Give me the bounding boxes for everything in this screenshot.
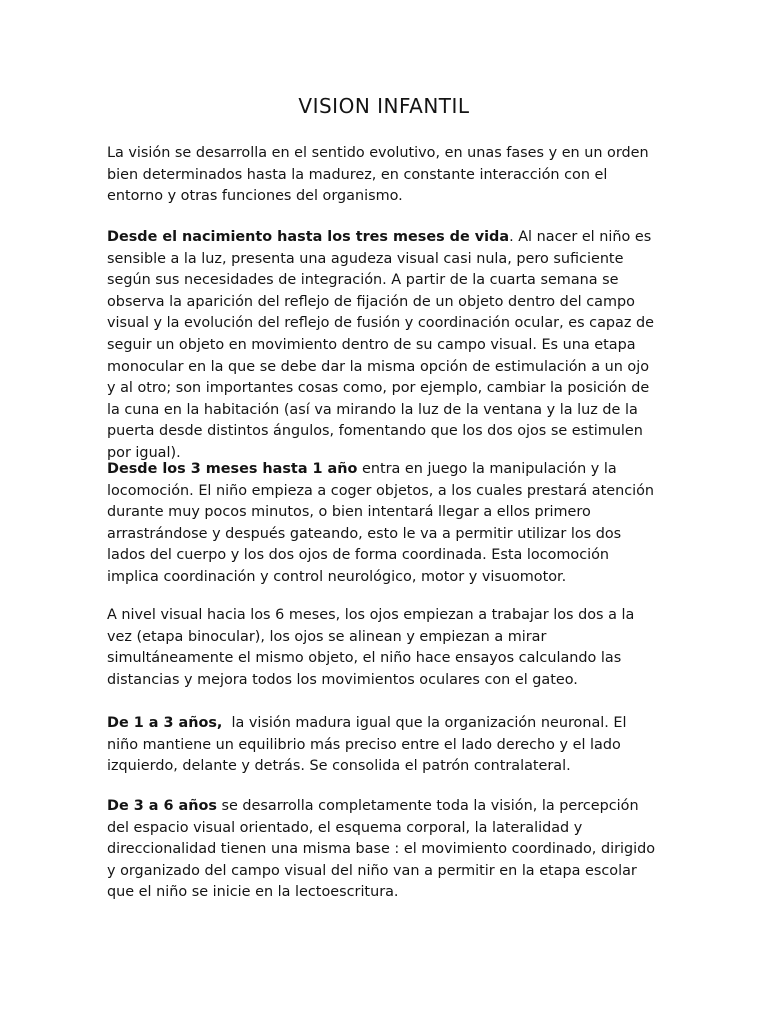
paragraph-three-to-six-years	[107, 796, 660, 904]
paragraph-one-to-three-years	[107, 713, 660, 778]
paragraph-text: La visión se desarrolla en el sentido evolutivo, en unas fases y en un orden bien determinados hasta la madurez, en constante interacción con el entorno y otras funciones del organismo.	[107, 145, 649, 205]
paragraph-lead: De 1 a 3 años,	[107, 715, 223, 731]
paragraph-three-months-to-one-year	[107, 459, 660, 589]
paragraph-text: A nivel visual hacia los 6 meses, los ojos empiezan a trabajar los dos a la vez (etapa binocular), los ojos se alinean y empiezan a mirar simultáneamente el mismo objeto, el niño hace ensayos calculando las distancias y mejora todos los movimientos oculares con el gateo.	[107, 607, 635, 688]
paragraph-birth-to-three-months	[107, 227, 660, 465]
paragraph-text: . Al nacer el niño es sensible a la luz, presenta una agudeza visual casi nula, pero suficiente según sus necesidades de integración. A partir de la cuarta semana se observa la aparición del reflejo de fijación de un objeto dentro del campo visual y la evolución del reflejo de fusión y coordinación ocular, es capaz de seguir un objeto en movimiento dentro de su campo visual. Es una etapa monocular en la que se debe dar la misma opción de estimulación a un ojo y al otro; son importantes cosas como, por ejemplo, cambiar la posición de la cuna en la habitación (así va mirando la luz de la ventana y la luz de la puerta desde distintos ángulos, fomentando que los dos ojos se estimulen por igual).	[107, 229, 654, 461]
paragraph-lead: Desde el nacimiento hasta los tres meses de vida	[107, 229, 510, 245]
document-title: VISION INFANTIL	[298, 94, 470, 118]
paragraph-lead: Desde los 3 meses hasta 1 año	[107, 461, 358, 477]
paragraph-text: entra en juego la manipulación y la locomoción. El niño empieza a coger objetos, a los cuales prestará atención durante muy pocos minutos, o bien intentará llegar a ellos primero arrastrándose y después gateando, esto le va a permitir utilizar los dos lados del cuerpo y los dos ojos de forma coordinada. Esta locomoción implica coordinación y control neurológico, motor y visuomotor.	[107, 461, 655, 585]
paragraph-lead: De 3 a 6 años	[107, 798, 217, 814]
paragraph-text: la visión madura igual que la organización neuronal. El niño mantiene un equilibrio más preciso entre el lado derecho y el lado izquierdo, delante y detrás. Se consolida el patrón contralateral.	[107, 715, 632, 775]
paragraph-six-months-binocular	[107, 605, 660, 691]
paragraph-text: se desarrolla completamente toda la visión, la percepción del espacio visual orientado, el esquema corporal, la lateralidad y direccionalidad tienen una misma base : el movimiento coordinado, dirigido y organizado del campo visual del niño van a permitir en la etapa escolar que el niño se inicie en la lectoescritura.	[107, 798, 656, 901]
paragraph-intro	[107, 143, 660, 208]
